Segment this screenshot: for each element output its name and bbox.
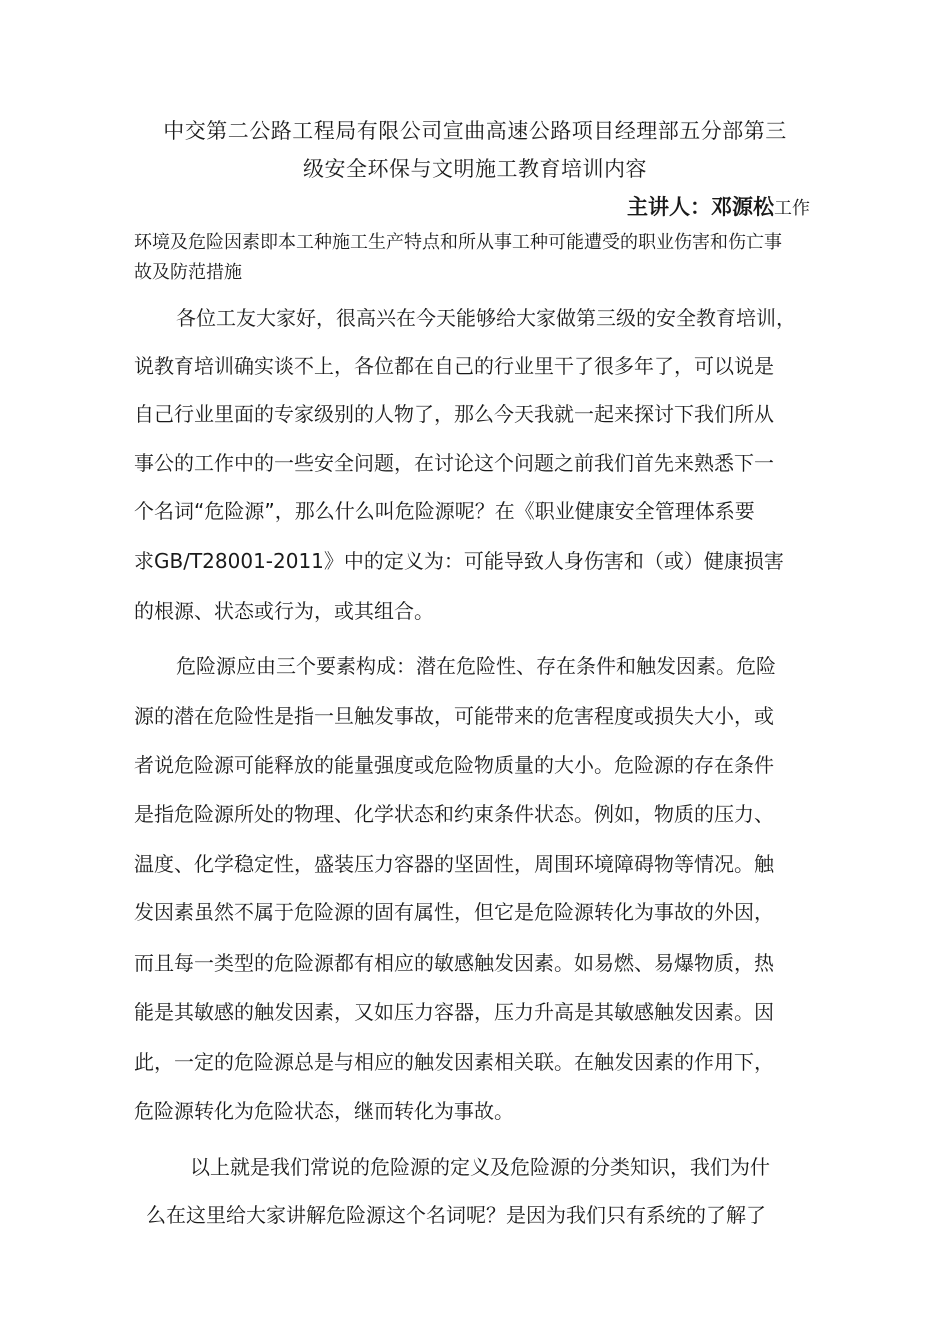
- speaker-label: 主讲人：邓源松: [627, 195, 774, 219]
- paragraph-3-line: 么在这里给大家讲解危险源这个名词呢？是因为我们只有系统的了解了: [146, 1203, 766, 1227]
- paragraph-1-line: 说教育培训确实谈不上，各位都在自己的行业里干了很多年了，可以说是: [134, 354, 774, 378]
- section-subtitle-line-1: 环境及危险因素即本工种施工生产特点和所从事工种可能遭受的职业伤害和伤亡事: [134, 232, 782, 253]
- paragraph-1-line: 各位工友大家好，很高兴在今天能够给大家做第三级的安全教育培训，: [176, 306, 796, 330]
- paragraph-2-line: 源的潜在危险性是指一旦触发事故，可能带来的危害程度或损失大小，或: [134, 704, 774, 728]
- document-title-line-2: 级安全环保与文明施工教育培训内容: [303, 157, 647, 181]
- paragraph-2-line: 危险源转化为危险状态，继而转化为事故。: [134, 1099, 514, 1123]
- paragraph-2-line: 者说危险源可能释放的能量强度或危险物质量的大小。危险源的存在条件: [134, 753, 774, 777]
- paragraph-1-line: 自己行业里面的专家级别的人物了，那么今天我就一起来探讨下我们所从: [134, 402, 774, 426]
- paragraph-2-line: 此，一定的危险源总是与相应的触发因素相关联。在触发因素的作用下，: [134, 1050, 774, 1074]
- paragraph-2-line: 发因素虽然不属于危险源的固有属性，但它是危险源转化为事故的外因，: [134, 900, 774, 924]
- paragraph-2-line: 能是其敏感的触发因素，又如压力容器，压力升高是其敏感触发因素。因: [134, 1000, 774, 1024]
- paragraph-2-line: 而且每一类型的危险源都有相应的敏感触发因素。如易燃、易爆物质，热: [134, 951, 774, 975]
- speaker-tail-text: 工作: [774, 198, 810, 219]
- paragraph-1-line: 事公的工作中的一些安全问题，在讨论这个问题之前我们首先来熟悉下一: [134, 451, 774, 475]
- paragraph-2-line: 温度、化学稳定性，盛装压力容器的坚固性，周围环境障碍物等情况。触: [134, 852, 774, 876]
- section-subtitle-line-2: 故及防范措施: [134, 262, 242, 283]
- paragraph-2-line: 危险源应由三个要素构成：潜在危险性、存在条件和触发因素。危险: [176, 654, 776, 678]
- paragraph-1-line: 的根源、状态或行为，或其组合。: [134, 599, 434, 623]
- paragraph-2-line: 是指危险源所处的物理、化学状态和约束条件状态。例如，物质的压力、: [134, 802, 774, 826]
- speaker-line: [627, 193, 810, 223]
- paragraph-3-line: 以上就是我们常说的危险源的定义及危险源的分类知识，我们为什: [190, 1155, 770, 1179]
- paragraph-1-line: 个名词“危险源”，那么什么叫危险源呢？在《职业健康安全管理体系要: [134, 499, 755, 523]
- paragraph-1-line: 求GB/T28001-2011》中的定义为：可能导致人身伤害和（或）健康损害: [134, 549, 784, 573]
- document-title-line-1: 中交第二公路工程局有限公司宣曲高速公路项目经理部五分部第三: [163, 119, 787, 143]
